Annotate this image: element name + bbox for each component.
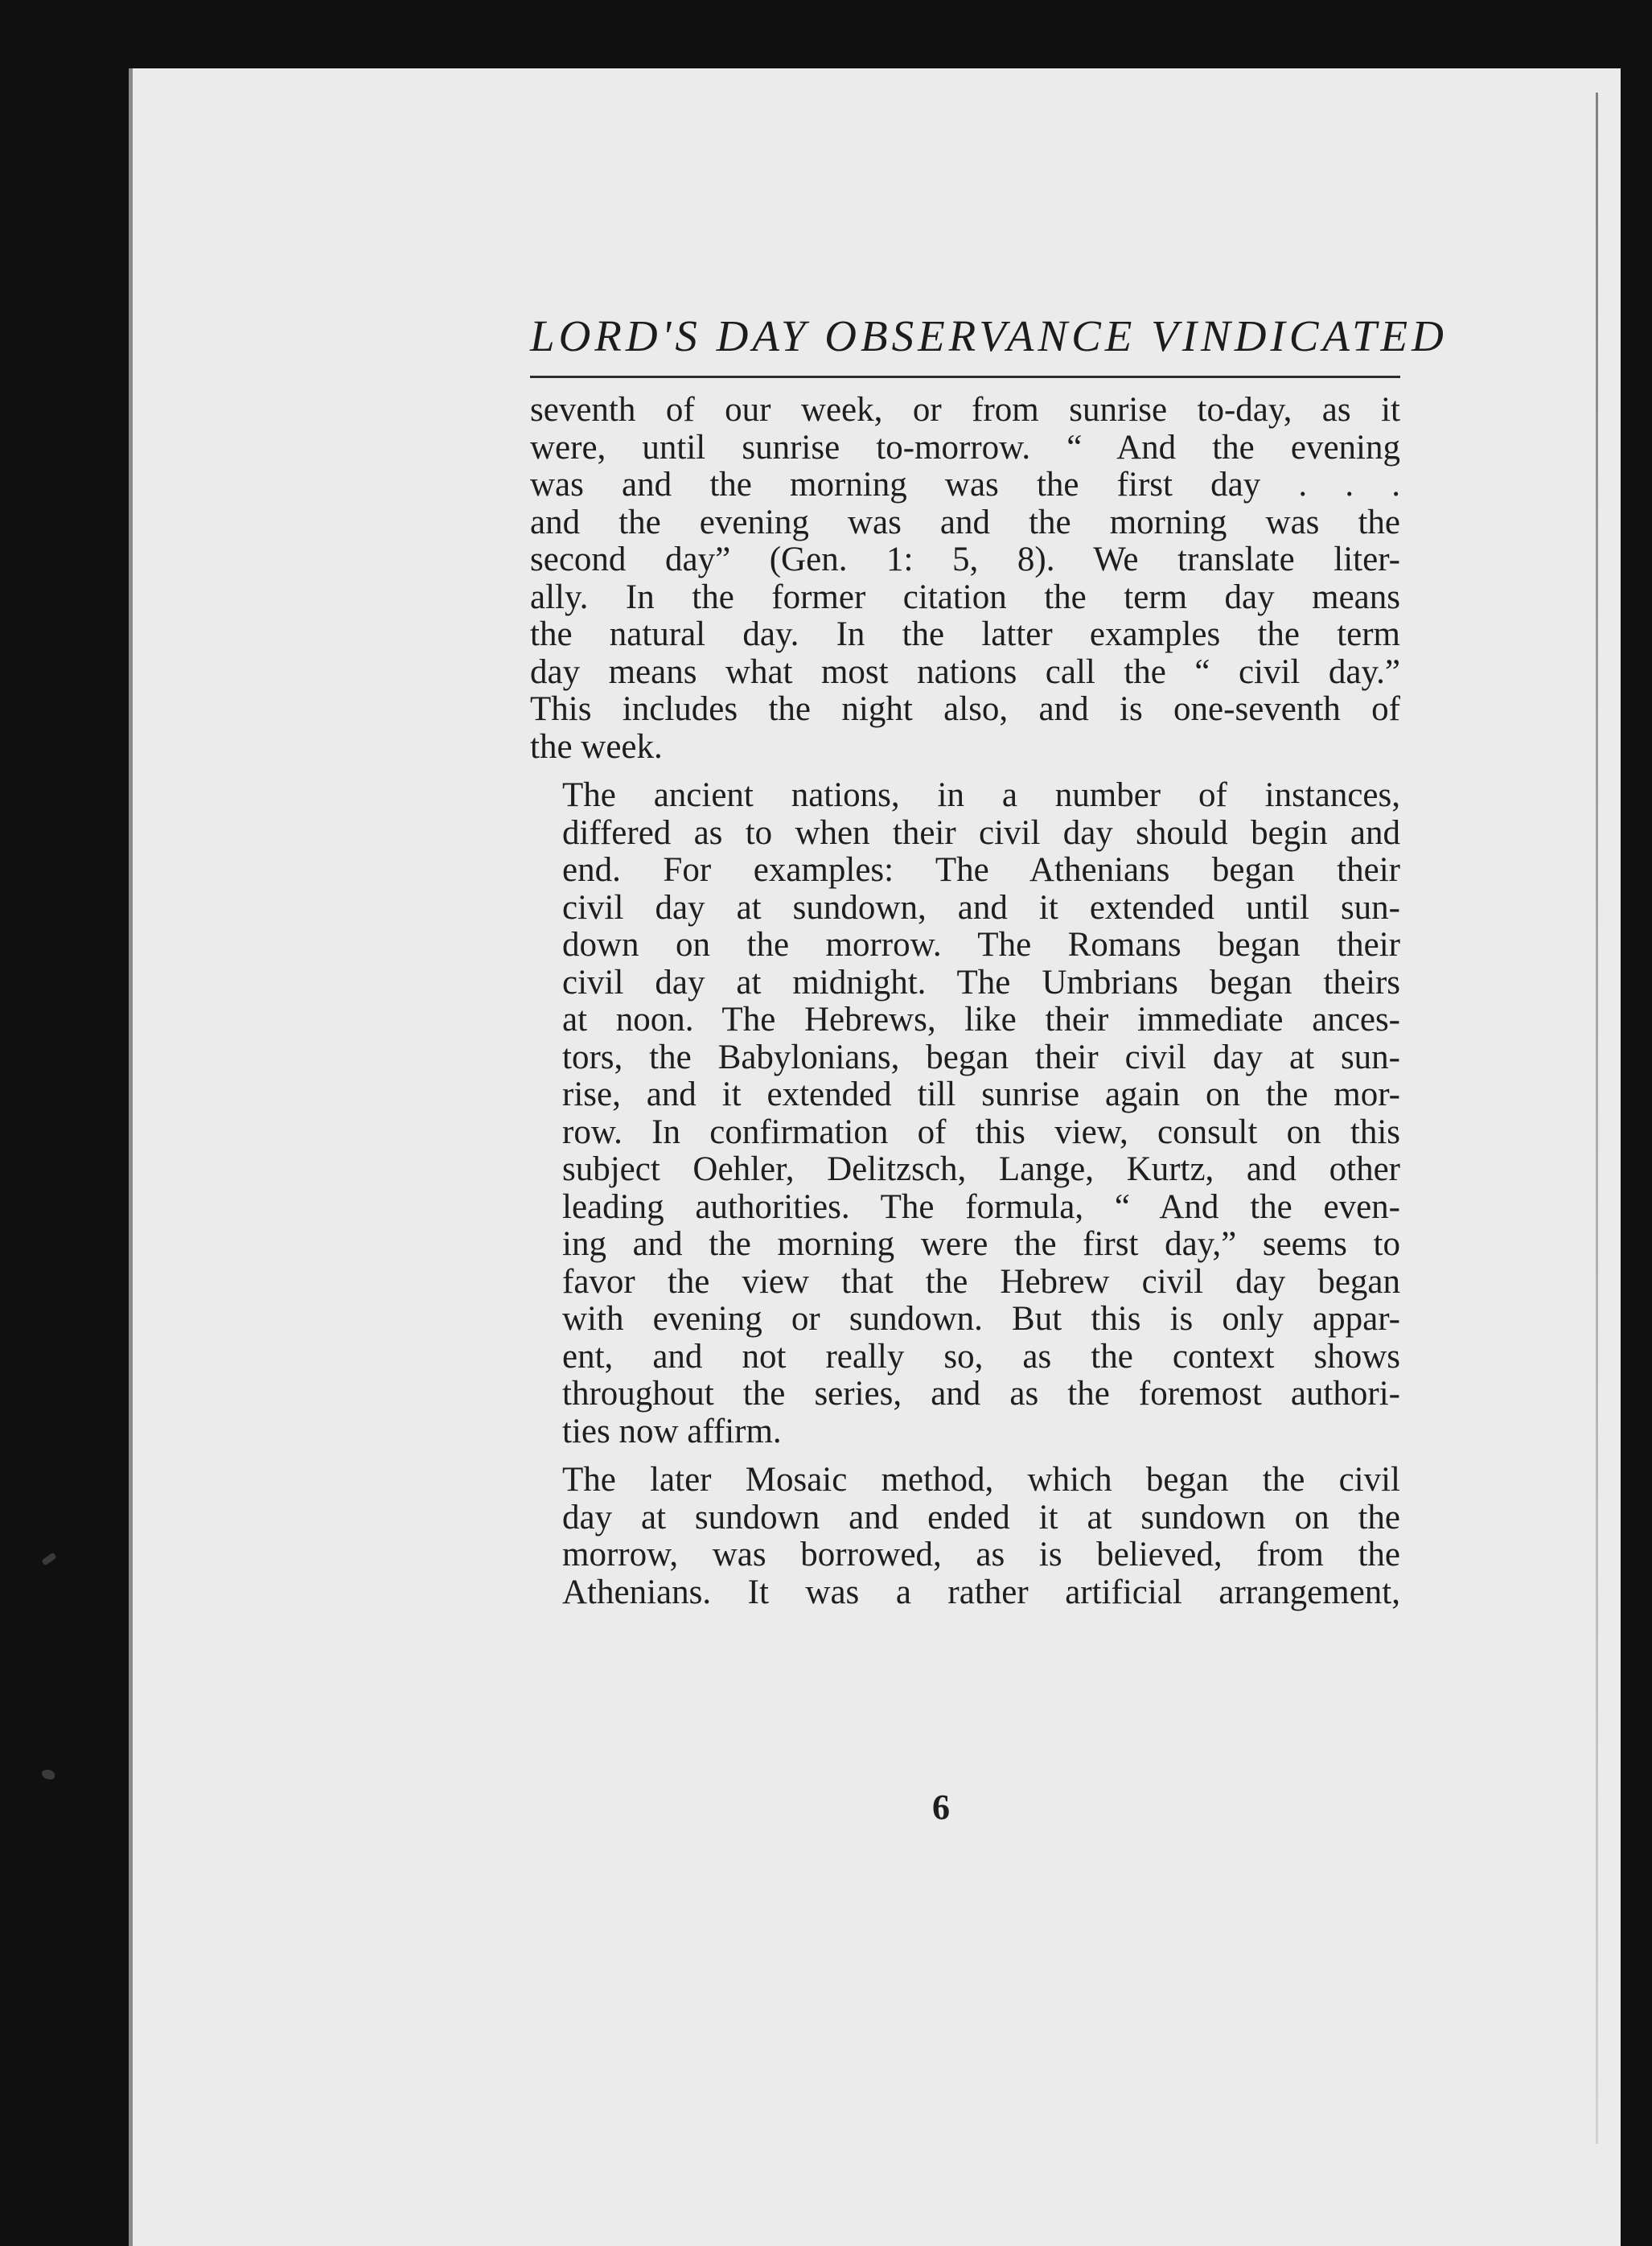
text-line: This includes the night also, and is one-seventh of (530, 690, 1400, 728)
text-line: day means what most nations call the “ civil day.” (530, 652, 1400, 691)
text-line: civil day at midnight. The Umbrians began theirs (562, 963, 1400, 1002)
page-number: 6 (932, 1787, 950, 1827)
text-line: morrow, was borrowed, as is believed, from the (562, 1536, 1400, 1573)
header-rule (530, 376, 1400, 378)
paragraph-2 (530, 777, 1400, 1450)
text-line: the natural day. In the latter examples the term (530, 615, 1400, 653)
paragraph-3 (530, 1462, 1400, 1611)
text-line: favor the view that the Hebrew civil day began (562, 1262, 1400, 1301)
text-line: ties now affirm. (562, 1412, 782, 1450)
text-line: row. In confirmation of this view, consult on this (562, 1113, 1400, 1151)
text-line: tors, the Babylonians, began their civil day at sun- (562, 1038, 1400, 1076)
text-line: second day” (Gen. 1: 5, 8). We translate liter- (530, 541, 1400, 578)
text-line: civil day at sundown, and it extended until sun- (562, 888, 1400, 927)
scan-speck (42, 1770, 55, 1779)
text-line: with evening or sundown. But this is only appar- (562, 1300, 1400, 1338)
text-line: end. For examples: The Athenians began their (562, 851, 1400, 889)
scan-speck (41, 1553, 56, 1566)
text-line: differed as to when their civil day should begin and (562, 813, 1400, 852)
text-line: seventh of our week, or from sunrise to-day, as it (530, 391, 1400, 429)
text-line: Athenians. It was a rather artificial arrangement, (562, 1573, 1400, 1611)
text-line: the week. (530, 727, 663, 766)
running-header: LORD'S DAY OBSERVANCE VINDICATED (530, 311, 1448, 360)
text-line: The ancient nations, in a number of instances, (562, 776, 1400, 814)
text-line: rise, and it extended till sunrise again on the mor- (562, 1076, 1400, 1113)
text-line: leading authorities. The formula, “ And the even- (562, 1187, 1400, 1226)
body-text (530, 392, 1400, 1623)
text-line: The later Mosaic method, which began the civil (562, 1461, 1400, 1499)
text-line: subject Oehler, Delitzsch, Lange, Kurtz, and other (562, 1150, 1400, 1188)
text-line: and the evening was and the morning was the (530, 503, 1400, 541)
text-line: down on the morrow. The Romans began their (562, 926, 1400, 964)
text-line: ent, and not really so, as the context shows (562, 1337, 1400, 1376)
book-page (129, 68, 1621, 2246)
text-line: were, until sunrise to-morrow. “ And the evening (530, 428, 1400, 467)
text-line: ing and the morning were the first day,” seems to (562, 1225, 1400, 1263)
text-line: was and the morning was the first day . . . (530, 466, 1400, 504)
text-line: throughout the series, and as the foremost authori- (562, 1375, 1400, 1413)
text-line: ally. In the former citation the term day means (530, 578, 1400, 616)
paragraph-1 (530, 392, 1400, 766)
text-line: at noon. The Hebrews, like their immediate ances- (562, 1001, 1400, 1039)
text-line: day at sundown and ended it at sundown on the (562, 1498, 1400, 1536)
